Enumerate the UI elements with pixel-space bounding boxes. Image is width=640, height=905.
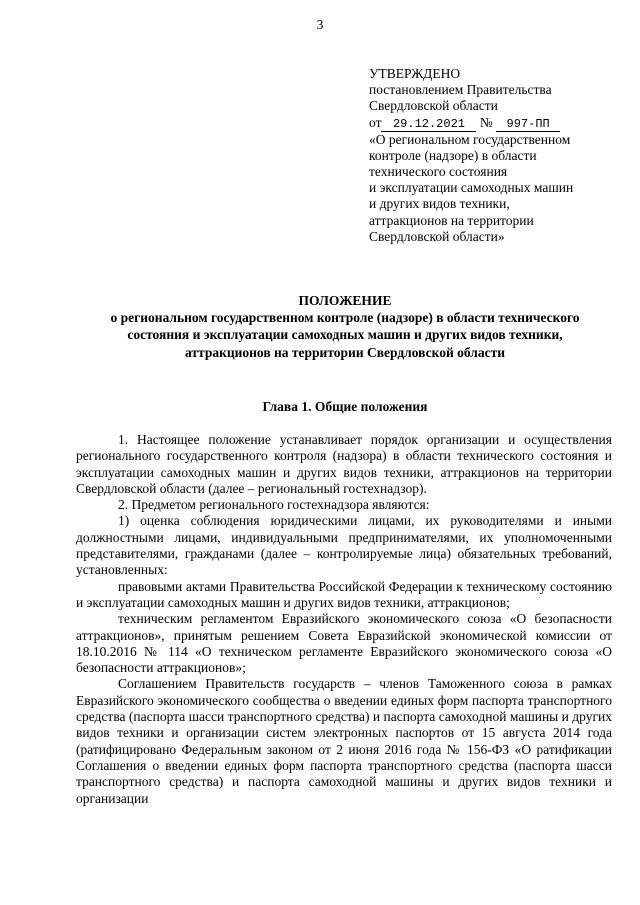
body-text: [76, 432, 612, 807]
paragraph: 1) оценка соблюдения юридическими лицами, их руководителями и иными должностными лицами, индивидуальными предпринимателями, их уполномоченными представителями, гражданами (далее – контролируемые лица) обязательных требований, установленных:: [76, 513, 612, 578]
paragraph: техническим регламентом Евразийского экономического союза «О безопасности аттракционов», принятым решением Совета Евразийской экономической комиссии от 18.10.2016 № 114 «О техническом регламенте Евразийского экономического союза «О безопасности аттракционов»;: [76, 611, 612, 676]
document-title-heading: ПОЛОЖЕНИЕ: [298, 293, 392, 308]
resolution-title-line: аттракционов на территории: [369, 212, 534, 228]
resolution-title-line: контроле (надзоре) в области: [369, 147, 537, 163]
approval-line: постановлением Правительства: [369, 82, 552, 98]
resolution-title-line: Свердловской области»: [369, 228, 505, 244]
approval-number: 997-ПП: [496, 118, 560, 132]
approval-block: [369, 66, 629, 245]
chapter-heading: Глава 1. Общие положения: [262, 399, 428, 414]
page-number: 3: [316, 17, 324, 32]
paragraph: 2. Предметом регионального гостехнадзора являются:: [118, 497, 430, 513]
paragraph: Соглашением Правительств государств – членов Таможенного союза в рамках Евразийского экономического сообщества о введении единых форм паспорта транспортного средства (паспорта шасси транспортного средства) и паспорта самоходной машины и других видов техники и организации систем электронных паспортов от 15 августа 2014 года (ратифицировано Федеральным законом от 2 июня 2016 года № 156-ФЗ «О ратификации Соглашения о введении единых форм паспорта транспортного средства (паспорта шасси транспортного средства) и паспорта самоходной машины и других видов техники и организации: [76, 676, 612, 806]
resolution-title-line: и эксплуатации самоходных машин: [369, 180, 574, 196]
from-label: от: [369, 114, 382, 130]
document-title-line: состояния и эксплуатации самоходных машин и других видов техники,: [127, 327, 563, 343]
paragraph: 1. Настоящее положение устанавливает порядок организации и осуществления регионального государственного контроля (надзора) в области технического состояния и эксплуатации самоходных машин и других видов техники, аттракционов на территории Свердловской области (далее – региональный гостехнадзор).: [76, 432, 612, 496]
approval-date: 29.12.2021: [381, 118, 476, 132]
resolution-title-line: технического состояния: [369, 164, 508, 180]
approval-date-line: [369, 115, 629, 132]
document-title: [70, 292, 620, 361]
approval-line: Свердловской области: [369, 98, 498, 114]
resolution-title-line: и других видов техники,: [369, 196, 510, 212]
number-label: №: [479, 114, 493, 130]
paragraph: правовыми актами Правительства Российской Федерации к техническому состоянию и эксплуатации самоходных машин и других видов техники, аттракционов;: [76, 578, 612, 610]
approval-heading: УТВЕРЖДЕНО: [369, 66, 461, 81]
document-title-line: аттракционов на территории Свердловской области: [184, 344, 505, 360]
resolution-title-line: «О региональном государственном: [369, 131, 571, 147]
document-title-line: о региональном государственном контроле (надзоре) в области технического: [110, 310, 580, 326]
